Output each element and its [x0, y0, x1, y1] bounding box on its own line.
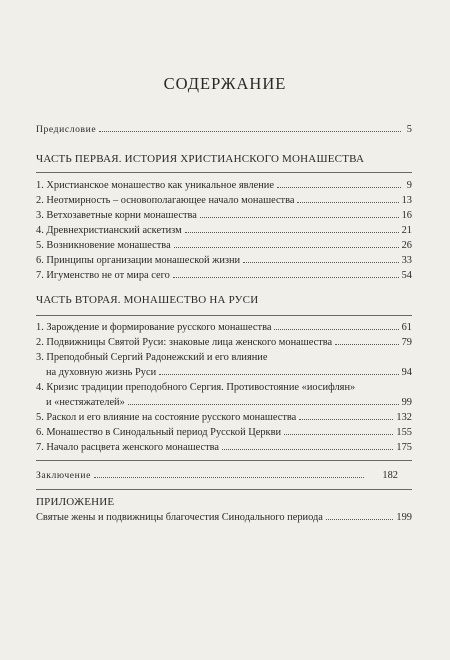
toc-entry-label: Заключение	[36, 470, 91, 481]
part2-heading: ЧАСТЬ ВТОРАЯ. МОНАШЕСТВО НА РУСИ	[36, 294, 259, 306]
toc-entry-label: Предисловие	[36, 124, 97, 135]
toc-entry-label-continued: и «нестяжателей»	[46, 397, 125, 408]
toc-entry-page: 155	[396, 427, 412, 438]
toc-entry	[36, 352, 412, 366]
toc-entry-page: 99	[401, 397, 412, 408]
toc-entry-page: 79	[401, 337, 412, 348]
dot-leader	[128, 404, 399, 405]
page-title: СОДЕРЖАНИЕ	[163, 74, 287, 93]
appendix-heading: ПРИЛОЖЕНИЕ	[36, 496, 115, 508]
toc-entry-page: 61	[401, 322, 412, 333]
toc-entry	[36, 382, 412, 396]
dot-leader	[185, 232, 399, 233]
toc-entry	[36, 337, 412, 351]
dot-leader	[299, 419, 393, 420]
toc-entry-label: 2. Неотмирность – основополагающее начало монашества	[36, 195, 295, 206]
dot-leader	[159, 374, 398, 375]
toc-entry	[36, 270, 412, 284]
toc-entry-label: 4. Кризис традиции преподобного Сергия. Противостояние «иосифлян»	[36, 382, 356, 393]
dot-leader	[326, 519, 394, 520]
toc-entry	[36, 180, 412, 194]
toc-entry-label: 5. Возникновение монашества	[36, 240, 171, 251]
toc-entry	[36, 195, 412, 209]
dot-leader	[200, 217, 399, 218]
toc-entry-page: 21	[401, 225, 412, 236]
toc-entry-page: 16	[401, 210, 412, 221]
dot-leader	[99, 131, 401, 132]
toc-entry	[36, 240, 412, 254]
toc-entry-page: 132	[396, 412, 412, 423]
dot-leader	[243, 262, 398, 263]
toc-entry-label: 1. Христианское монашество как уникальное явление	[36, 180, 274, 191]
toc-entry-page: 9	[406, 180, 412, 191]
toc-entry-page: 33	[401, 255, 412, 266]
dot-leader	[173, 277, 399, 278]
toc-entry-label: 3. Ветхозаветные корни монашества	[36, 210, 197, 221]
toc-entry-label: 4. Древнехристианский аскетизм	[36, 225, 182, 236]
section-divider	[36, 489, 412, 490]
dot-leader	[222, 449, 393, 450]
toc-entry-conclusion	[36, 470, 412, 484]
toc-entry-label: 7. Начало расцвета женского монашества	[36, 442, 219, 453]
toc-entry-page: 175	[396, 442, 412, 453]
toc-entry-label: 2. Подвижницы Святой Руси: знаковые лица женского монашества	[36, 337, 333, 348]
toc-entry	[36, 412, 412, 426]
dot-leader	[284, 434, 393, 435]
toc-entry-page: 94	[401, 367, 412, 378]
toc-entry-label: 7. Игуменство не от мира сего	[36, 270, 170, 281]
part1-heading: ЧАСТЬ ПЕРВАЯ. ИСТОРИЯ ХРИСТИАНСКОГО МОНАШЕСТВА	[36, 153, 365, 165]
toc-entry-continued	[46, 367, 412, 381]
dot-leader	[335, 344, 398, 345]
toc-entry	[36, 210, 412, 224]
toc-entry-label-continued: на духовную жизнь Руси	[46, 367, 157, 378]
toc-entry-page: 199	[396, 512, 412, 523]
toc-entry-label: 3. Преподобный Сергий Радонежский и его влияние	[36, 352, 268, 363]
toc-entry-page: 13	[401, 195, 412, 206]
section-divider	[36, 315, 412, 316]
toc-entry-label: 6. Монашество в Синодальный период Русской Церкви	[36, 427, 282, 438]
toc-entry-continued	[46, 397, 412, 411]
toc-entry	[36, 512, 412, 526]
toc-entry-label: Святые жены и подвижницы благочестия Синодального периода	[36, 512, 323, 523]
dot-leader	[274, 329, 398, 330]
toc-entry-page: 54	[401, 270, 412, 281]
toc-entry-page: 5	[406, 124, 412, 135]
toc-entry-label: 1. Зарождение и формирование русского монашества	[36, 322, 272, 333]
toc-entry-page: 182	[382, 470, 398, 481]
toc-entry	[36, 442, 412, 456]
toc-entry	[36, 322, 412, 336]
dot-leader	[277, 187, 401, 188]
toc-entry-label: 6. Принципы организации монашеской жизни	[36, 255, 241, 266]
dot-leader	[94, 477, 364, 478]
toc-entry-page: 26	[401, 240, 412, 251]
section-divider	[36, 460, 412, 461]
toc-entry	[36, 225, 412, 239]
toc-entry	[36, 255, 412, 269]
toc-entry	[36, 427, 412, 441]
dot-leader	[297, 202, 398, 203]
dot-leader	[174, 247, 399, 248]
section-divider	[36, 172, 412, 173]
toc-entry-label: 5. Раскол и его влияние на состояние русского монашества	[36, 412, 297, 423]
toc-entry-preface	[36, 124, 412, 138]
